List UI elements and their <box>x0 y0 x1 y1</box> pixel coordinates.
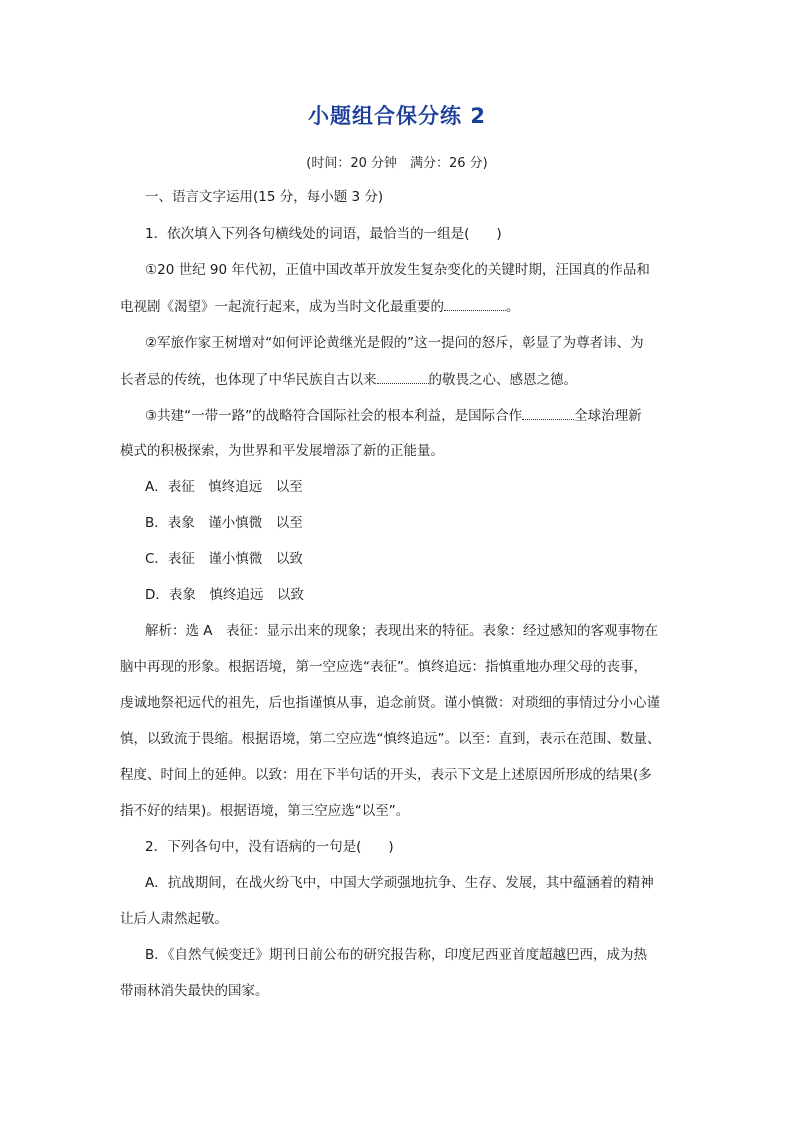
analysis-line-1: 解析：选 A 表征：显示出来的现象；表现出来的特征。表象：经过感知的客观事物在 <box>145 623 659 639</box>
question-2-stem: 2．下列各句中，没有语病的一句是( ) <box>145 839 394 855</box>
option-b: B．表象 谨小慎微 以至 <box>145 515 303 531</box>
question-1-stem: 1．依次填入下列各句横线处的词语，最恰当的一组是( ) <box>145 226 502 242</box>
analysis-line-5: 程度、时间上的延伸。以致：用在下半句话的开头，表示下文是上述原因所形成的结果(多 <box>120 767 652 783</box>
fill-blank-1 <box>444 296 506 311</box>
sentence-1-line-2: 电视剧《渴望》一起流行起来，成为当时文化最重要的 。 <box>120 296 520 317</box>
fill-blank-3 <box>522 405 574 420</box>
q2-option-a-line-2: 让后人肃然起敬。 <box>120 911 228 927</box>
sentence-2-line-2: 长者忌的传统，也体现了中华民族自古以来 的敬畏之心、感恩之德。 <box>120 369 577 390</box>
sentence-2-line-1: ②军旅作家王树增对“如何评论黄继光是假的”这一提问的怒斥，彰显了为尊者讳、为 <box>145 335 644 351</box>
option-c: C．表征 谨小慎微 以致 <box>145 551 303 567</box>
option-a: A．表征 慎终追远 以至 <box>145 479 303 495</box>
analysis-line-4: 慎，以致流于畏缩。根据语境，第二空应选“慎终追远”。以至：直到，表示在范围、数量、 <box>120 731 661 747</box>
analysis-line-2: 脑中再现的形象。根据语境，第一空应选“表征”。慎终追远：指慎重地办理父母的丧事， <box>120 659 647 675</box>
fill-blank-2 <box>377 369 429 384</box>
exam-time-score: (时间：20 分钟 满分：26 分) <box>306 156 488 171</box>
sentence-3-line-1: ③共建“一带一路”的战略符合国际社会的根本利益，是国际合作 全球治理新 <box>145 405 642 426</box>
sentence-3-line-2: 模式的积极探索，为世界和平发展增添了新的正能量。 <box>120 443 444 459</box>
q2-option-b-line-2: 带雨林消失最快的国家。 <box>120 983 269 999</box>
analysis-line-3: 虔诚地祭祀远代的祖先，后也指谨慎从事，追念前贤。谨小慎微：对琐细的事情过分小心谨 <box>120 695 660 711</box>
sentence-1-line-1: ①20 世纪 90 年代初，正值中国改革开放发生复杂变化的关键时期，汪国真的作品和 <box>145 262 650 278</box>
q2-option-a-line-1: A．抗战期间，在战火纷飞中，中国大学顽强地抗争、生存、发展，其中蕴涵着的精神 <box>145 875 654 891</box>
section-heading: 一、语言文字运用(15 分，每小题 3 分) <box>145 189 384 205</box>
page-title: 小题组合保分练 2 <box>308 104 486 128</box>
option-d: D．表象 慎终追远 以致 <box>145 587 304 603</box>
analysis-line-6: 指不好的结果)。根据语境，第三空应选“以至”。 <box>120 803 410 819</box>
q2-option-b-line-1: B．《自然气候变迁》期刊日前公布的研究报告称，印度尼西亚首度超越巴西，成为热 <box>145 947 648 963</box>
